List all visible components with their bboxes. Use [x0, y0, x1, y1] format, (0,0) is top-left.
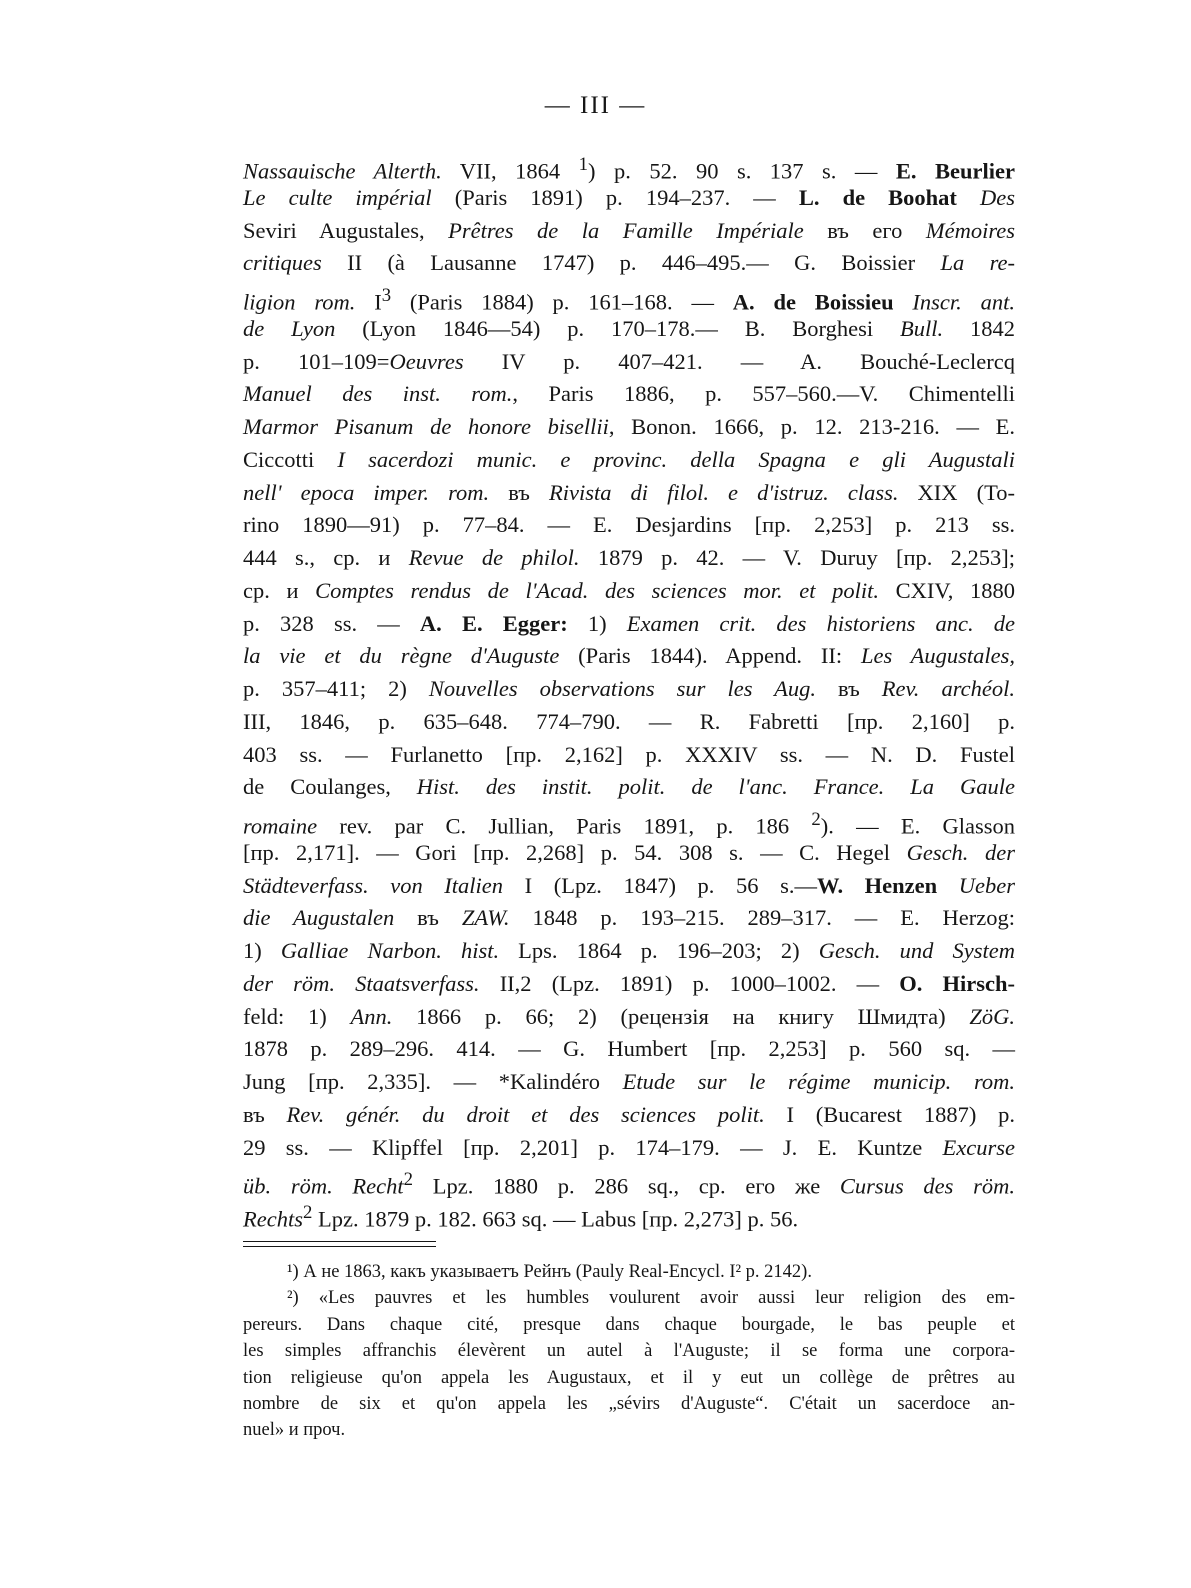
text-line: critiques II (à Lausanne 1747) p. 446–495.— G. Boissier La re-	[243, 250, 1016, 276]
text-line: 444 s., ср. и Revue de philol. 1879 p. 42. — V. Duruy [пр. 2,253];	[243, 545, 1015, 570]
text-line: üb. röm. Recht$^2$ Lpz. 1880 p. 286 sq., ср. его же Cursus des röm.	[243, 1169, 1015, 1199]
footnote-2-line: nombre de six et qu'on appela les „sévirs d'Auguste“. C'était un sacerdoce an-	[243, 1393, 1015, 1414]
text-line: Jung [пр. 2,335]. — *Kalindéro Etude sur le régime municip. rom.	[243, 1069, 1015, 1094]
text-line: 1878 p. 289–296. 414. — G. Humbert [пр. 2,253] p. 560 sq. —	[243, 1036, 1015, 1062]
text-line: 29 ss. — Klipffel [пр. 2,201] p. 174–179. — J. E. Kuntze Excurse	[243, 1134, 1015, 1160]
text-line: ligion rom. $I^3$ (Paris 1884) p. 161–168. — A. de Boissieu Inscr. ant.	[243, 285, 1015, 315]
text-line: de Lyon (Lyon 1846—54) p. 170–178.— B. Borghesi Bull. 1842	[243, 315, 1015, 341]
footnote-rule-lower	[243, 1246, 436, 1247]
text-line: Nassauische Alterth. VII, 1864 $^1$) p. 52. 90 s. 137 s. — E. Beurlier	[243, 154, 1015, 184]
text-line: Marmor Pisanum de honore bisellii, Bonon. 1666, p. 12. 213-216. — E.	[243, 414, 1015, 439]
text-line: 1) Galliae Narbon. hist. Lps. 1864 p. 196–203; 2) Gesch. und System	[243, 938, 1015, 963]
text-line: Städteverfass. von Italien I (Lpz. 1847) p. 56 s.—W. Henzen Ueber	[243, 872, 1016, 898]
footnote-1: ¹) А не 1863, какъ указываетъ Рейнъ (Pauly Real-Encycl. I² p. 2142).	[287, 1262, 812, 1282]
text-line: de Coulanges, Hist. des instit. polit. de l'anc. France. La Gaule	[243, 774, 1015, 800]
footnote-2-line: pereurs. Dans chaque cité, presque dans chaque bourgade, le bas peuple et	[243, 1314, 1015, 1335]
text-line: feld: 1) Ann. 1866 p. 66; 2) (рецензія на книгу Шмидта) ZöG.	[243, 1003, 1016, 1029]
text-line: p. 328 ss. — A. E. Egger: 1) Examen crit. des historiens anc. de	[243, 610, 1015, 636]
text-line: III, 1846, p. 635–648. 774–790. — R. Fabretti [пр. 2,160] p.	[243, 708, 1015, 734]
text-line: die Augustalen въ ZAW. 1848 p. 193–215. 289–317. — E. Herzog:	[243, 905, 1015, 931]
text-line: der röm. Staatsverfass. II,2 (Lpz. 1891) p. 1000–1002. — O. Hirsch-	[243, 970, 1016, 996]
bibliography-text	[243, 149, 1015, 1230]
footnote-2-line: nuel» и проч.	[243, 1420, 346, 1441]
text-line: nell' epoca imper. rom. въ Rivista di filol. e d'istruz. class. XIX (To-	[243, 479, 1015, 505]
text-line: la vie et du règne d'Auguste (Paris 1844). Append. II: Les Augustales,	[243, 643, 1015, 669]
footnotes	[243, 1259, 1015, 1444]
footnote-2-line: les simples affranchis élevèrent un autel à l'Auguste; il se forma une corpora-	[243, 1341, 1015, 1362]
text-line: p. 101–109=Oeuvres IV p. 407–421. — A. Bouché-Leclercq	[243, 348, 1015, 374]
text-line: Le culte impérial (Paris 1891) p. 194–237. — L. de Boohat Des	[243, 184, 1015, 210]
text-line: p. 357–411; 2) Nouvelles observations sur les Aug. въ Rev. archéol.	[243, 676, 1015, 701]
page-number: — III —	[544, 92, 647, 119]
text-line: 403 ss. — Furlanetto [пр. 2,162] p. XXXIV ss. — N. D. Fustel	[243, 741, 1015, 767]
footnote-rule	[243, 1241, 436, 1242]
text-line: ср. и Comptes rendus de l'Acad. des sciences mor. et polit. CXIV, 1880	[243, 577, 1015, 603]
text-line: [пр. 2,171]. — Gori [пр. 2,268] p. 54. 308 s. — C. Hegel Gesch. der	[243, 839, 1015, 865]
footnote-2-line: tion religieuse qu'on appela les Augustaux, et il y eut un collège de prêtres au	[243, 1367, 1015, 1388]
text-line: Manuel des inst. rom., Paris 1886, p. 557–560.—V. Chimentelli	[243, 381, 1015, 407]
footnote-2-line: ²) «Les pauvres et les humbles voulurent avoir aussi leur religion des em-	[287, 1288, 1015, 1309]
text-line: rino 1890—91) p. 77–84. — E. Desjardins [пр. 2,253] p. 213 ss.	[243, 512, 1015, 538]
text-line: Seviri Augustales, Prêtres de la Famille Impériale въ его Mémoires	[243, 217, 1015, 243]
text-line: romaine rev. par C. Jullian, Paris 1891, p. 186 $^2$). — E. Glasson	[243, 809, 1015, 839]
text-line: Ciccotti I sacerdozi munic. e provinc. della Spagna e gli Augustali	[243, 446, 1015, 472]
text-line: въ Rev. génér. du droit et des sciences polit. I (Bucarest 1887) p.	[243, 1101, 1016, 1127]
text-line: Rechts$^2$ Lpz. 1879 p. 182. 663 sq. — Labus [пр. 2,273] p. 56.	[243, 1202, 799, 1232]
